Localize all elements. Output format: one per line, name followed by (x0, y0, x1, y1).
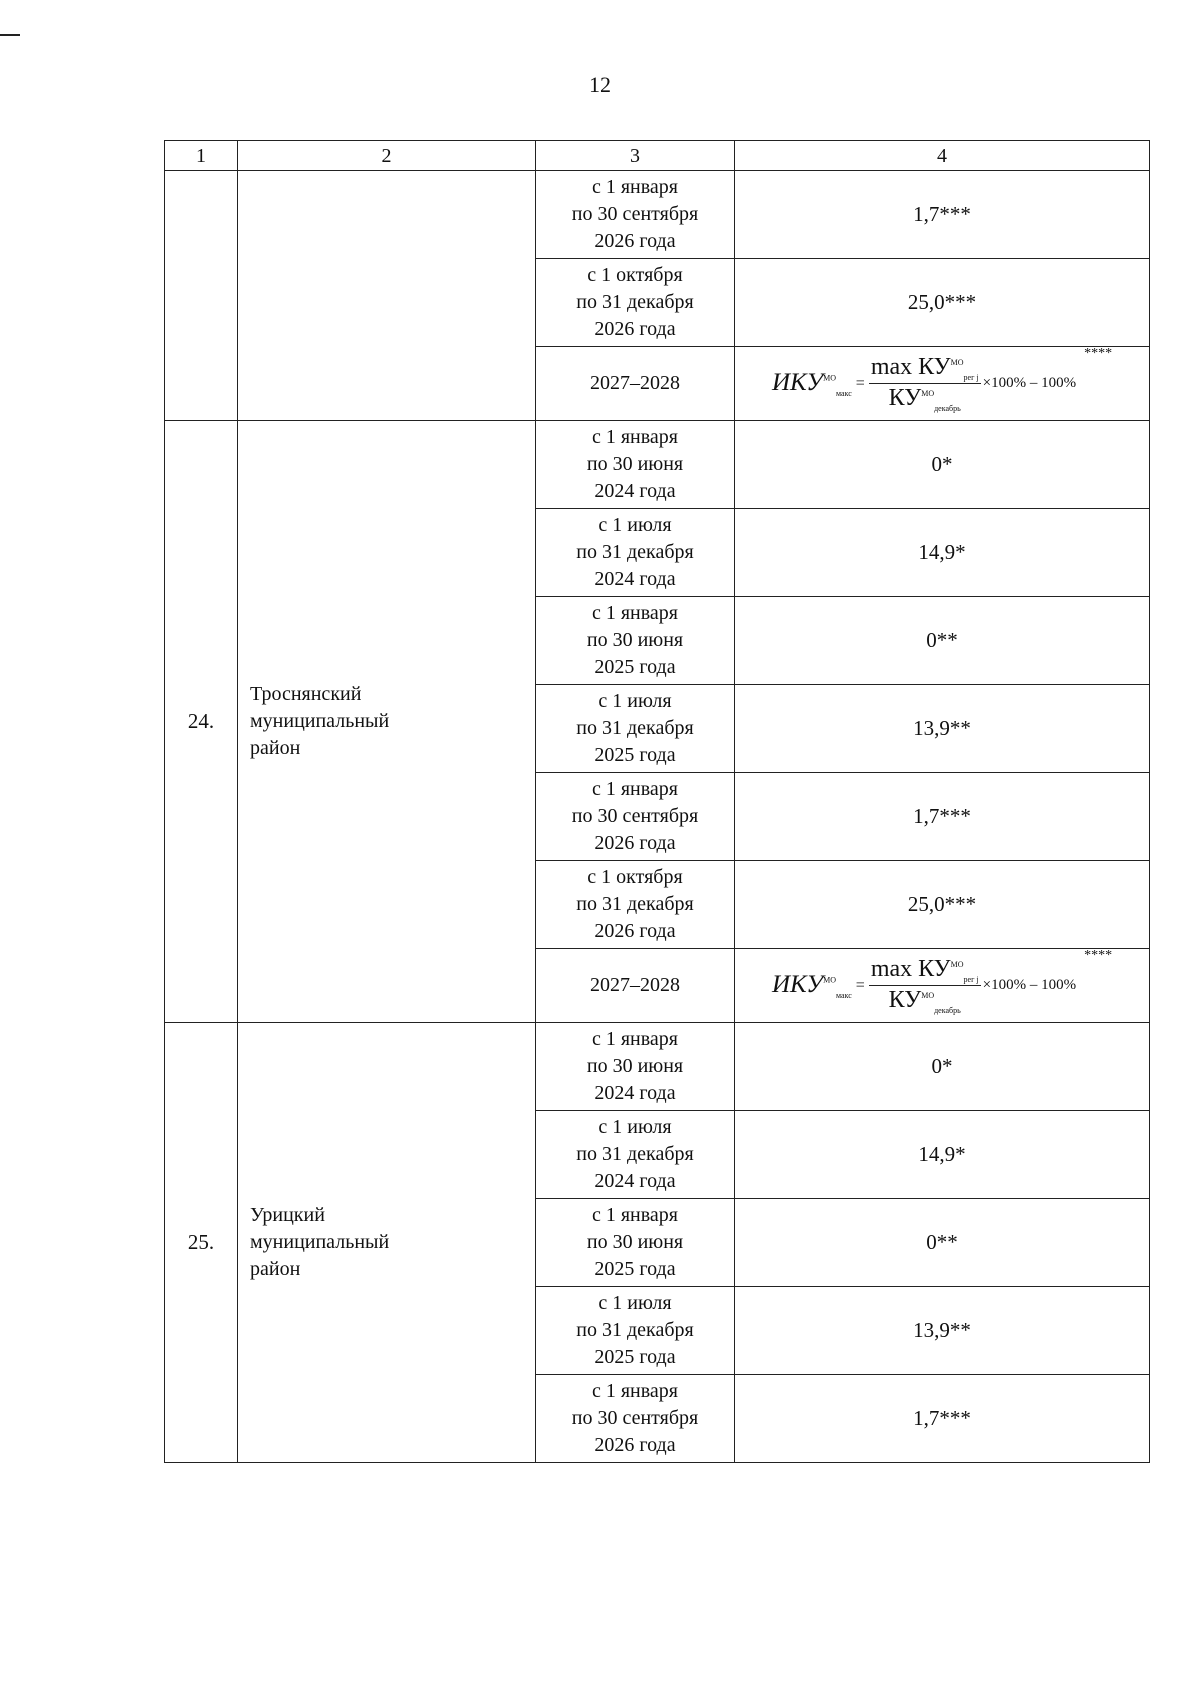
denominator-sub: декабрь (934, 403, 961, 413)
municipality-name-cell (238, 1023, 536, 1463)
period-line: с 1 января (591, 602, 679, 624)
period-cell (536, 685, 735, 773)
fraction-denominator (889, 986, 961, 1015)
name-line: район (250, 1258, 301, 1280)
tariff-table (164, 140, 1150, 1463)
period-line: по 31 декабря (576, 717, 694, 739)
formula-sup: МО (823, 975, 836, 985)
period-cell: 2027–2028 (536, 949, 735, 1023)
numerator-sub: рег j (963, 975, 979, 984)
table-header-row (165, 141, 1150, 171)
column-header: 1 (165, 141, 238, 171)
period-line: по 31 декабря (576, 1143, 694, 1165)
period-line: 2025 года (594, 1346, 676, 1368)
formula-lhs (772, 971, 852, 1000)
name-line: муниципальный (250, 1231, 390, 1253)
period-line: 2024 года (594, 1170, 676, 1192)
index-value-cell: 1,7*** (735, 1375, 1150, 1463)
index-value-cell: 25,0*** (735, 861, 1150, 949)
period-line: по 31 декабря (576, 291, 694, 313)
period-line: по 30 июня (586, 1055, 684, 1077)
period-cell (536, 773, 735, 861)
index-value-cell: 13,9** (735, 685, 1150, 773)
formula-footnote-mark: **** (1084, 346, 1113, 362)
period-line: по 30 июня (586, 1231, 684, 1253)
period-cell (536, 1111, 735, 1199)
period-cell (536, 1023, 735, 1111)
period-line: 2026 года (594, 832, 676, 854)
period-line: 2024 года (594, 568, 676, 590)
period-line: по 30 сентября (571, 805, 699, 827)
formula-equals: = (855, 976, 865, 994)
period-line: по 30 июня (586, 629, 684, 651)
period-line: по 31 декабря (576, 893, 694, 915)
formula-fraction (869, 354, 981, 413)
denominator-sup: МО (921, 389, 935, 398)
municipality-name-cell (238, 171, 536, 421)
period-line: по 31 декабря (576, 541, 694, 563)
period-line: по 30 сентября (571, 1407, 699, 1429)
municipality-name-cell (238, 421, 536, 1023)
table-row (165, 171, 1150, 259)
period-line: с 1 июля (598, 1292, 672, 1314)
index-value-cell: 1,7*** (735, 773, 1150, 861)
period-line: с 1 июля (598, 1116, 672, 1138)
fraction-numerator (869, 956, 981, 986)
fraction-denominator (889, 384, 961, 413)
formula-tail: ×100% – 100% (982, 375, 1077, 391)
period-line: с 1 января (591, 1380, 679, 1402)
period-line: с 1 октября (587, 264, 683, 286)
formula-symbol: ИКУ (771, 971, 824, 998)
index-value-cell: 1,7*** (735, 171, 1150, 259)
period-line: с 1 октября (587, 866, 683, 888)
column-header: 3 (536, 141, 735, 171)
numerator-text: max КУ (870, 354, 951, 381)
period-line: 2026 года (594, 1434, 676, 1456)
period-line: с 1 января (591, 778, 679, 800)
fraction-numerator (869, 354, 981, 384)
table-row (165, 1023, 1150, 1111)
period-cell: 2027–2028 (536, 347, 735, 421)
page-number: 12 (589, 72, 611, 97)
index-value-cell: 14,9* (735, 509, 1150, 597)
denominator-sup: МО (921, 991, 935, 1000)
period-line: 2025 года (594, 1258, 676, 1280)
period-cell (536, 1287, 735, 1375)
index-value-cell: 13,9** (735, 1287, 1150, 1375)
row-number-cell: 25. (165, 1023, 238, 1463)
name-line: муниципальный (250, 710, 390, 732)
formula-equals: = (855, 374, 865, 392)
period-line: 2024 года (594, 480, 676, 502)
period-cell (536, 259, 735, 347)
index-value-cell: 0** (735, 597, 1150, 685)
index-value-cell: 0* (735, 1023, 1150, 1111)
formula-tail: ×100% – 100% (982, 977, 1077, 993)
period-line: по 31 декабря (576, 1319, 694, 1341)
formula-sub: макс (835, 991, 852, 1000)
period-line: 2026 года (594, 920, 676, 942)
formula-lhs (772, 369, 852, 398)
index-value-cell: 0** (735, 1199, 1150, 1287)
period-cell (536, 421, 735, 509)
period-line: по 30 сентября (571, 203, 699, 225)
column-header: 4 (735, 141, 1150, 171)
period-cell (536, 1375, 735, 1463)
formula-cell (735, 949, 1150, 1023)
period-line: с 1 января (591, 426, 679, 448)
period-line: 2026 года (594, 230, 676, 252)
period-line: с 1 января (591, 1028, 679, 1050)
name-line: район (250, 737, 301, 759)
numerator-text: max КУ (870, 956, 951, 983)
formula-footnote-mark: **** (1084, 948, 1113, 964)
period-cell (536, 1199, 735, 1287)
period-line: с 1 июля (598, 690, 672, 712)
page-edge-mark (0, 34, 20, 36)
period-line: 2026 года (594, 318, 676, 340)
period-cell (536, 861, 735, 949)
name-line: Урицкий (250, 1204, 325, 1226)
numerator-sup: МО (950, 358, 964, 368)
table-row (165, 421, 1150, 509)
period-cell (536, 597, 735, 685)
index-value-cell: 14,9* (735, 1111, 1150, 1199)
period-cell (536, 509, 735, 597)
period-line: 2025 года (594, 744, 676, 766)
index-value-cell: 25,0*** (735, 259, 1150, 347)
formula-fraction (869, 956, 981, 1015)
period-line: с 1 июля (598, 514, 672, 536)
denominator-text: КУ (888, 987, 922, 1013)
period-line: по 30 июня (586, 453, 684, 475)
column-header: 2 (238, 141, 536, 171)
period-line: 2025 года (594, 656, 676, 678)
row-number-cell: 24. (165, 421, 238, 1023)
denominator-sub: декабрь (934, 1005, 961, 1015)
formula-sup: МО (823, 373, 836, 383)
row-number-cell (165, 171, 238, 421)
numerator-sub: рег j (963, 373, 979, 382)
period-line: с 1 января (591, 176, 679, 198)
numerator-sup: МО (950, 960, 964, 970)
period-cell (536, 171, 735, 259)
formula-symbol: ИКУ (771, 369, 824, 396)
name-line: Троснянский (250, 683, 362, 705)
period-line: с 1 января (591, 1204, 679, 1226)
period-line: 2024 года (594, 1082, 676, 1104)
formula-sub: макс (835, 389, 852, 398)
formula (771, 948, 1113, 1015)
formula (771, 346, 1113, 413)
denominator-text: КУ (888, 385, 922, 411)
formula-cell (735, 347, 1150, 421)
index-value-cell: 0* (735, 421, 1150, 509)
